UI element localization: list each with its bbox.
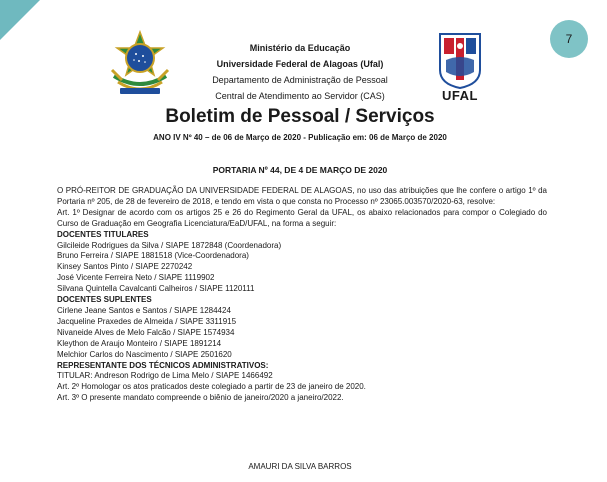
article-1: Art. 1º Designar de acordo com os artigos 25 e 26 do Regimento Geral da UFAL, os abaixo relacionados para compor o Colegiado do Curso de Graduação em Geografia Licenciatura/EaD/UFAL, na forma a seguir: bbox=[57, 207, 547, 228]
list-item: Melchior Carlos do Nascimento / SIAPE 2501620 bbox=[57, 349, 232, 359]
document-header bbox=[180, 40, 420, 104]
list-item: Cirlene Jeane Santos e Santos / SIAPE 1284424 bbox=[57, 305, 231, 315]
tecnico-titular: TITULAR: Andreson Rodrigo de Lima Melo / SIAPE 1466492 bbox=[57, 371, 273, 381]
list-item: Bruno Ferreira / SIAPE 1881518 (Vice-Coordenadora) bbox=[57, 251, 249, 261]
signature-name: AMAURI DA SILVA BARROS bbox=[248, 462, 352, 471]
list-item: José Vicente Ferreira Neto / SIAPE 1119902 bbox=[57, 273, 215, 283]
tecnicos-heading: REPRESENTANTE DOS TÉCNICOS ADMINISTRATIVOS: bbox=[57, 360, 269, 370]
list-item: Kleython de Araujo Monteiro / SIAPE 1891214 bbox=[57, 338, 222, 348]
list-item: Gilcileide Rodrigues da Silva / SIAPE 1872848 (Coordenadora) bbox=[57, 240, 282, 250]
edition-line: ANO IV Nº 40 – de 06 de Março de 2020 - Publicação em: 06 de Março de 2020 bbox=[153, 133, 447, 142]
ministry-name: Ministério da Educação bbox=[249, 43, 351, 53]
list-item: Kinsey Santos Pinto / SIAPE 2270242 bbox=[57, 262, 193, 272]
article-2: Art. 2º Homologar os atos praticados deste colegiado a partir de 23 de janeiro de 2020. bbox=[57, 382, 366, 392]
brazil-coat-of-arms-icon bbox=[106, 30, 174, 102]
university-name: Universidade Federal de Alagoas (Ufal) bbox=[216, 59, 384, 69]
list-item: Jacqueline Praxedes de Almeida / SIAPE 3311915 bbox=[57, 316, 237, 326]
suplentes-heading: DOCENTES SUPLENTES bbox=[57, 295, 152, 305]
ufal-logo-text: UFAL bbox=[442, 88, 478, 103]
list-item: Silvana Quintella Cavalcanti Calheiros / SIAPE 1120111 bbox=[57, 284, 255, 294]
article-3: Art. 3º O presente mandato compreende o biênio de janeiro/2020 a janeiro/2022. bbox=[57, 393, 344, 403]
portaria-body bbox=[57, 186, 547, 404]
page-number-badge: 7 bbox=[550, 20, 588, 58]
portaria-title: PORTARIA Nº 44, DE 4 DE MARÇO DE 2020 bbox=[212, 165, 388, 175]
list-item: Nivaneide Alves de Melo Falcão / SIAPE 1574934 bbox=[57, 327, 235, 337]
intro-paragraph: O PRÓ-REITOR DE GRADUAÇÃO DA UNIVERSIDADE FEDERAL DE ALAGOAS, no uso das atribuições que lhe confere o artigo 1º da Portaria nº 205, de 28 de fevereiro de 2018, e tendo em vista o que consta no Processo nº 23065.003570/2020-63, resolve: bbox=[57, 186, 547, 206]
bulletin-title: Boletim de Pessoal / Serviços bbox=[165, 106, 435, 127]
titulares-heading: DOCENTES TITULARES bbox=[57, 229, 149, 239]
department-name: Departamento de Administração de Pessoal bbox=[212, 75, 388, 85]
corner-decoration bbox=[0, 0, 40, 40]
center-name: Central de Atendimento ao Servidor (CAS) bbox=[215, 91, 385, 101]
